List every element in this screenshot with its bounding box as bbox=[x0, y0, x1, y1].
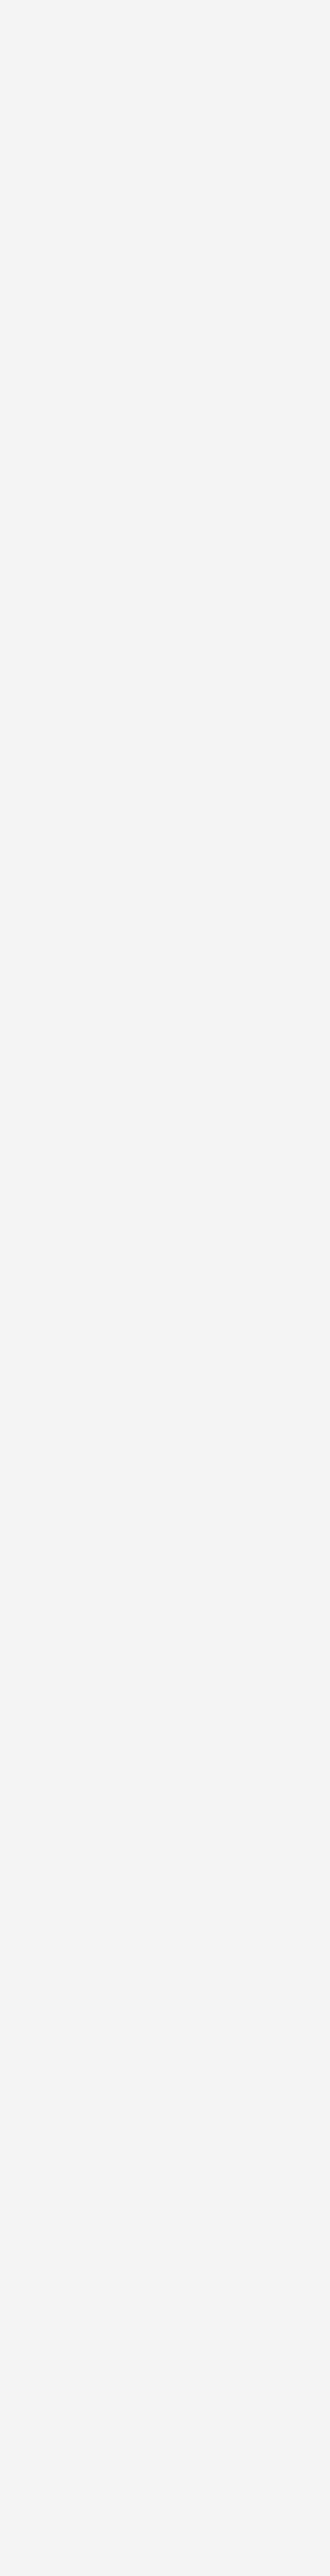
document-content bbox=[14, 10, 316, 14]
